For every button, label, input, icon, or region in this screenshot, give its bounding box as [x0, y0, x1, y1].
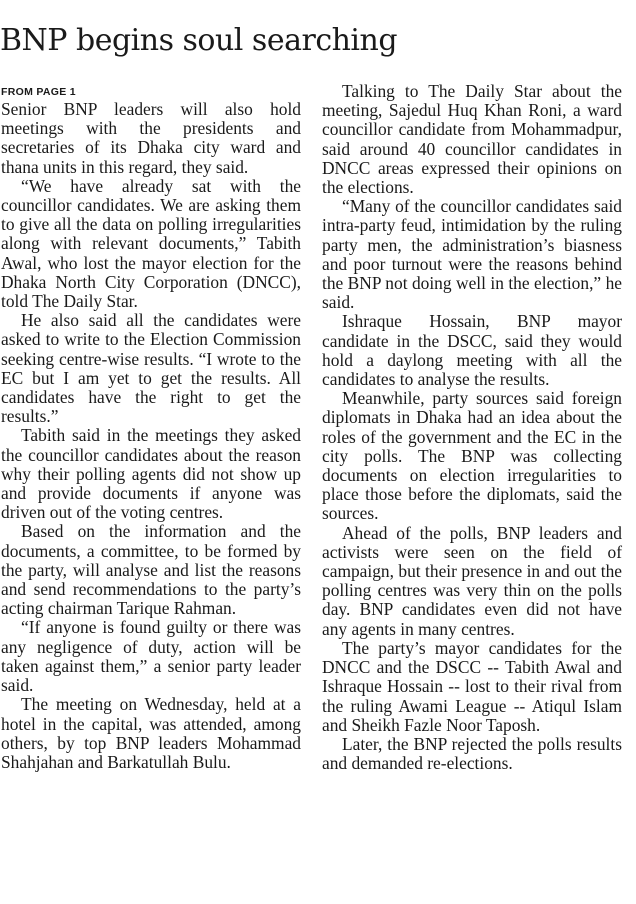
jump-line: FROM PAGE 1 — [1, 86, 76, 98]
paragraph: Ahead of the polls, BNP leaders and activists were seen on the field of campaign, but their presence in and out the polling centres was very thin on the polls day. BNP candidates even did not have any agents in many centres. — [322, 522, 622, 639]
paragraph: He also said all the candidates were asked to write to the Election Commission seeking centre-wise results. “I wrote to the EC but I am yet to get the results. All candidates have the right to get the results.” — [1, 310, 301, 427]
paragraph: “If anyone is found guilty or there was any negligence of duty, action will be taken against them,” a senior party leader said. — [1, 617, 301, 696]
paragraph: Talking to The Daily Star about the meeting, Sajedul Huq Khan Roni, a ward councillor candidate from Mohammadpur, said around 40 councillor candidates in DNCC areas expressed their opinions on the elections. — [322, 81, 622, 198]
paragraph: Later, the BNP rejected the polls results and demanded re-elections. — [322, 733, 622, 774]
paragraph: “We have already sat with the councillor candidates. We are asking them to give all the data on polling irregularities along with relevant documents,” Tabith Awal, who lost the mayor election for the Dhaka North City Corporation (DNCC), told The Daily Star. — [1, 175, 301, 312]
paragraph: The party’s mayor candidates for the DNCC and the DSCC -- Tabith Awal and Ishraque Hossain -- lost to their rival from the ruling Awami League -- Atiqul Islam and Sheikh Fazle Noor Taposh. — [322, 637, 622, 735]
article-column-right — [322, 82, 622, 773]
paragraph: The meeting on Wednesday, held at a hotel in the capital, was attended, among others, by top BNP leaders Mohammad Shahjahan and Barkatullah Bulu. — [1, 694, 301, 772]
paragraph: Meanwhile, party sources said foreign diplomats in Dhaka had an idea about the roles of the government and the EC in the city polls. The BNP was collecting documents on election irregularities to place those before the diplomats, said the sources. — [322, 388, 622, 524]
article-column-left — [1, 82, 301, 772]
paragraph: Tabith said in the meetings they asked the councillor candidates about the reason why their polling agents did not show up and provide documents if anyone was driven out of the voting centres. — [1, 425, 301, 523]
paragraph: Senior BNP leaders will also hold meetings with the presidents and secretaries of its Dhaka city ward and thana units in this regard, they said. — [1, 99, 301, 177]
paragraph: Ishraque Hossain, BNP mayor candidate in the DSCC, said they would hold a daylong meeting with all the candidates to analyse the results. — [322, 311, 622, 390]
paragraph: “Many of the councillor candidates said intra-party feud, intimidation by the ruling party men, the administration’s biasness and poor turnout were the reasons behind the BNP not doing well in the election,” he said. — [322, 196, 622, 313]
headline: BNP begins soul searching — [0, 23, 398, 58]
paragraph: Based on the information and the documents, a committee, to be formed by the party, will analyse and list the reasons and send recommendations to the party’s acting chairman Tarique Rahman. — [1, 521, 301, 619]
